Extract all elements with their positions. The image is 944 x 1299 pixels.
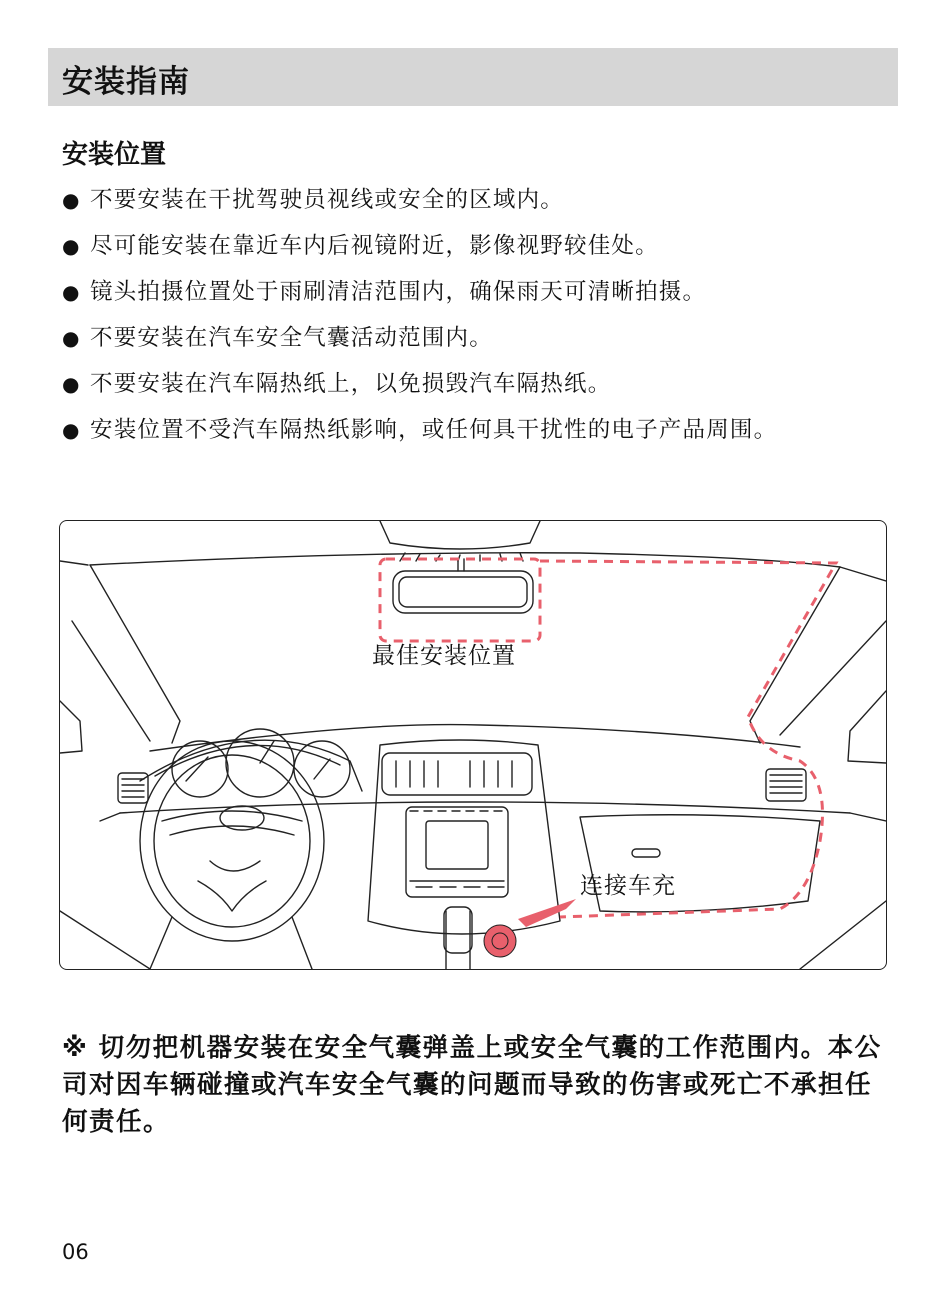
list-item: ● 安装位置不受汽车隔热纸影响，或任何具干扰性的电子产品周围。 xyxy=(62,412,892,448)
list-item: ● 不要安装在干扰驾驶员视线或安全的区域内。 xyxy=(62,182,892,218)
bullet-dot-icon: ● xyxy=(62,418,81,442)
section-title: 安装位置 xyxy=(62,140,167,170)
list-item: ● 不要安装在汽车隔热纸上，以免损毁汽车隔热纸。 xyxy=(62,366,892,402)
warning-text: ※ 切勿把机器安装在安全气囊弹盖上或安全气囊的工作范围内。本公司对因车辆碰撞或汽车安全气囊的问题而导致的伤害或死亡不承担任何责任。 xyxy=(62,1033,882,1137)
bullet-dot-icon: ● xyxy=(62,234,81,258)
car-interior-illustration xyxy=(60,521,886,969)
bullet-list xyxy=(62,182,892,458)
best-position-label: 最佳安装位置 xyxy=(372,643,516,669)
bullet-dot-icon: ● xyxy=(62,372,81,396)
list-item: ● 尽可能安装在靠近车内后视镜附近，影像视野较佳处。 xyxy=(62,228,892,264)
car-interior-figure xyxy=(59,520,887,970)
list-item: ● 镜头拍摄位置处于雨刷清洁范围内，确保雨天可清晰拍摄。 xyxy=(62,274,892,310)
bullet-dot-icon: ● xyxy=(62,188,81,212)
header-bar xyxy=(48,48,898,106)
connect-charger-label: 连接车充 xyxy=(580,873,676,899)
page-title: 安装指南 xyxy=(62,64,190,100)
bullet-dot-icon: ● xyxy=(62,326,81,350)
bullet-dot-icon: ● xyxy=(62,280,81,304)
list-item: ● 不要安装在汽车安全气囊活动范围内。 xyxy=(62,320,892,356)
page-number: 06 xyxy=(62,1240,89,1264)
